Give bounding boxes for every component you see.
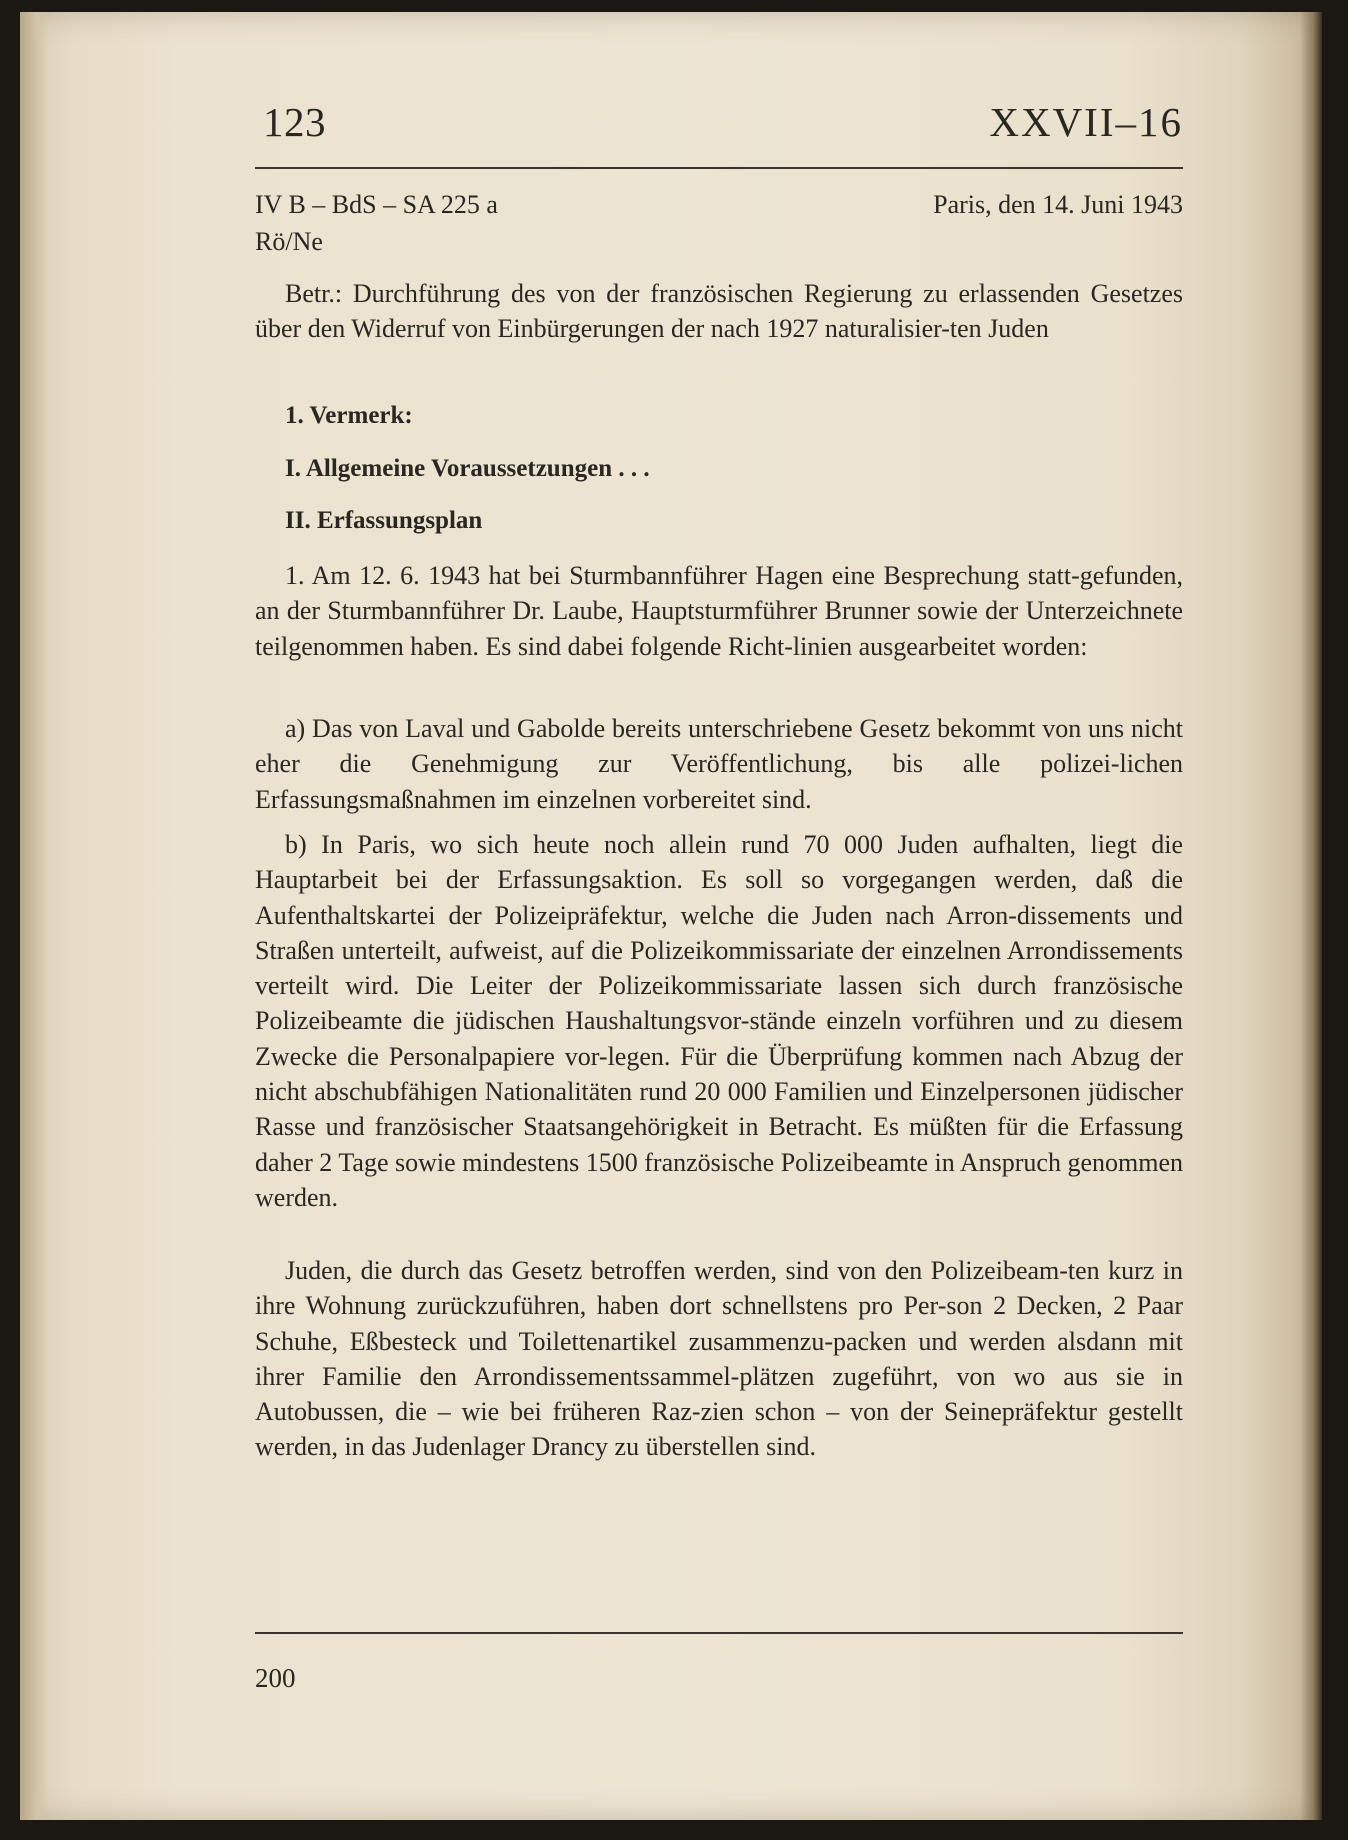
place-date: Paris, den 14. Juni 1943 <box>933 190 1183 219</box>
header-rule <box>255 167 1183 169</box>
page-header <box>255 98 1183 154</box>
paragraph-meeting: 1. Am 12. 6. 1943 hat bei Sturmbannführer Hagen eine Besprechung statt-gefunden, an der Sturmbannführer Dr. Laube, Hauptsturmführer Brunner sowie der Unterzeichnete teilgenommen haben. Es sind dabei folgende Richt-linien ausgearbeitet worden: <box>255 561 1183 661</box>
page-gutter-shadow <box>20 12 48 1820</box>
heading-section-two: II. Erfassungsplan <box>285 507 483 534</box>
footer-rule <box>255 1632 1183 1634</box>
paragraph-b: b) In Paris, wo sich heute noch allein rund 70 000 Juden aufhalten, liegt die Hauptarbeit bei der Erfassungsaktion. Es soll so vorgegangen werden, daß die Aufenthaltskartei der Polizeipräfektur, welche die Juden nach Arron-dissements und Straßen unterteilt, aufweist, auf die Polizeikommissariate der einzelnen Arrondissements verteilt wird. Die Leiter der Polizeikommissariate lassen sich durch französische Polizeibeamte die jüdischen Haushaltungsvor-stände einzeln vorführen und zu diesem Zwecke die Personalpapiere vor-legen. Für die Überprüfung kommen nach Abzug der nicht abschubfähigen Nationalitäten rund 20 000 Familien und Einzelpersonen jüdischer Rasse und französischer Staatsangehörigkeit in Betracht. Es müßten für die Erfassung daher 2 Tage sowie mindestens 1500 französische Polizeibeamte in Anspruch genommen werden. <box>255 830 1183 1212</box>
document-code: XXVII–16 <box>989 99 1183 145</box>
footer-page-number: 200 <box>255 1663 296 1693</box>
paragraph-a: a) Das von Laval und Gabolde bereits unterschriebene Gesetz bekommt von uns nicht eher die Genehmigung zur Veröffentlichung, bis alle polizei-lichen Erfassungsmaßnahmen im einzelnen vorbereitet sind. <box>255 714 1183 814</box>
file-number: IV B – BdS – SA 225 a <box>255 190 498 219</box>
heading-vermerk: 1. Vermerk: <box>285 402 413 429</box>
header-page-number: 123 <box>263 99 326 145</box>
paragraph-procedure: Juden, die durch das Gesetz betroffen werden, sind von den Polizeibeam-ten kurz in ihre Wohnung zurückzuführen, haben dort schnellstens pro Per-son 2 Decken, 2 Paar Schuhe, Eßbesteck und Toilettenartikel zusammenzu-packen und werden alsdann mit ihrer Familie den Arrondissementssammel-plätzen zugeführt, von wo aus sie in Autobussen, die – wie bei früheren Raz-zien schon – von der Seinepräfektur gestellt werden, in das Judenlager Drancy zu überstellen sind. <box>255 1256 1183 1462</box>
page-edge-shadow <box>1300 12 1322 1820</box>
subject-paragraph: Betr.: Durchführung des von der französischen Regierung zu erlassenden Gesetzes über den Widerruf von Einbürgerungen der nach 1927 naturalisier-ten Juden <box>255 279 1183 344</box>
heading-section-one: I. Allgemeine Voraussetzungen . . . <box>285 455 650 482</box>
file-initials: Rö/Ne <box>255 227 323 256</box>
